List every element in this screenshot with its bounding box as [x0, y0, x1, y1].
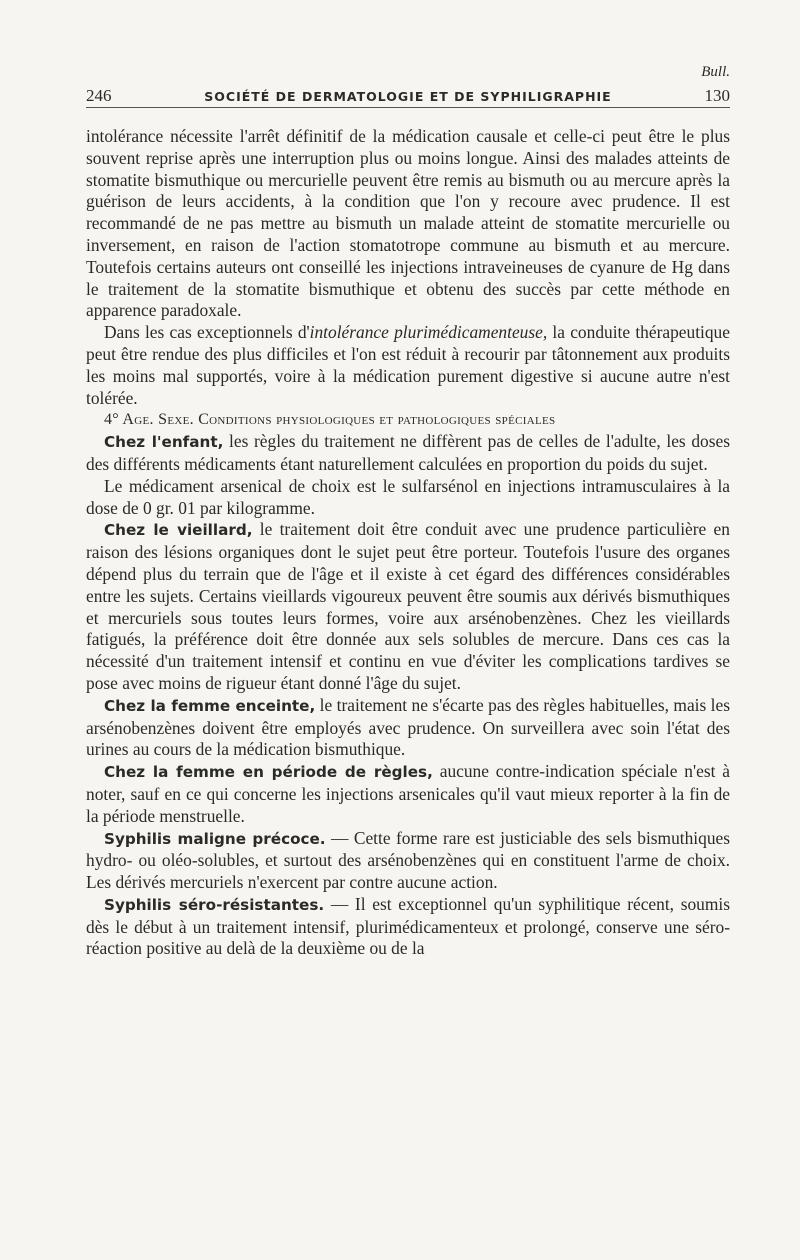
- paragraph-intolerance: intolérance nécessite l'arrêt définitif de la médication causale et celle-ci peut être le plus souvent reprise après une interruption plus ou moins longue. Ainsi des malades atteints de stomatite bismuthique ou mercurielle peuvent être remis au bismuth ou au mercure après la guérison de leurs accidents, à la condition que l'on y recoure avec prudence. Il est recommandé de ne pas mettre au bismuth un malade atteint de stomatite mercurielle ou inversement, en raison de l'action stomatotrope commune au bismuth et au mercure. Toutefois certains auteurs ont conseillé les injections intraveineuses de cyanure de Hg dans le traitement de la stomatite bismuthique et obtenu des succès par cette méthode en apparence paradoxale.: [86, 126, 730, 321]
- paragraph-sulfarsenol: Le médicament arsenical de choix est le sulfarsénol en injections intramusculaires à la dose de 0 gr. 01 par kilogramme.: [86, 475, 730, 518]
- running-header: [86, 86, 730, 106]
- paragraph-syphilis-maligne: Syphilis maligne précoce. — Cette forme rare est justiciable des sels bismuthiques hydro- ou oléo-solubles, et surtout des arsénobenzènes qui en constituent l'arme de choix. Les dérivés mercuriels n'exercent par contre aucune action.: [86, 827, 731, 893]
- paragraph-sero-resistantes: Syphilis séro-résistantes. — Il est exceptionnel qu'un syphilitique récent, soumis dès le début à un traitement intensif, plurimédicamenteux et prolongé, conserve une séro-réaction positive au delà de la deuxième ou de la: [86, 893, 730, 959]
- paragraph-femme-enceinte: Chez la femme enceinte, le traitement ne s'écarte pas des règles habituelles, mais les arsénobenzènes doivent être employés avec prudence. On surveillera avec soin l'état des urines au cours de la médication bismuthique.: [86, 694, 730, 760]
- page-number: 246: [86, 86, 112, 105]
- paragraph-regles: Chez la femme en période de règles, aucune contre-indication spéciale n'est à noter, sauf en ce qui concerne les injections arsenicales qu'il vaut mieux reporter à la fin de la période menstruelle.: [86, 761, 731, 826]
- header-rule: [86, 107, 730, 108]
- running-title: SOCIÉTÉ DE DERMATOLOGIE ET DE SYPHILIGRAPHIE: [204, 89, 612, 104]
- paragraph-plurimedicamenteuse: Dans les cas exceptionnels d'intolérance plurimédicamenteuse, la conduite thérapeutique peut être rendue des plus difficiles et l'on est réduit à recourir par tâtonnement aux produits les moins mal supportés, voire à la médication purement digestive si aucune autre n'est tolérée.: [86, 322, 730, 408]
- paragraph-vieillard: Chez le vieillard, le traitement doit être conduit avec une prudence particulière en raison des lésions organiques dont le sujet peut être porteur. Toutefois l'usure des organes dépend plus du terrain que de l'âge et il existe à cet égard des différences considérables entre les sujets. Certains vieillards vigoureux peuvent être soumis aux dérivés bismuthiques et mercuriels sous toutes leurs formes, voire aux arsénobenzènes. Chez les vieillards fatigués, la préférence doit être donnée aux sels solubles de mercure. Dans ces cas la nécessité d'un traitement intensif et continu en vue d'éviter les complications tardives se pose avec moins de rigueur étant donné l'âge du sujet.: [86, 519, 730, 693]
- issue-number: 130: [704, 86, 730, 105]
- paragraph-enfant: Chez l'enfant, les règles du traitement ne diffèrent pas de celles de l'adulte, les doses des différents médicaments étant naturellement calculées en proportion du poids du sujet.: [86, 431, 730, 474]
- library-stamp: Bull.: [701, 64, 730, 80]
- section-heading: 4° Age. Sexe. Conditions physiologiques et pathologiques spéciales: [104, 411, 556, 429]
- body-text: [86, 126, 730, 960]
